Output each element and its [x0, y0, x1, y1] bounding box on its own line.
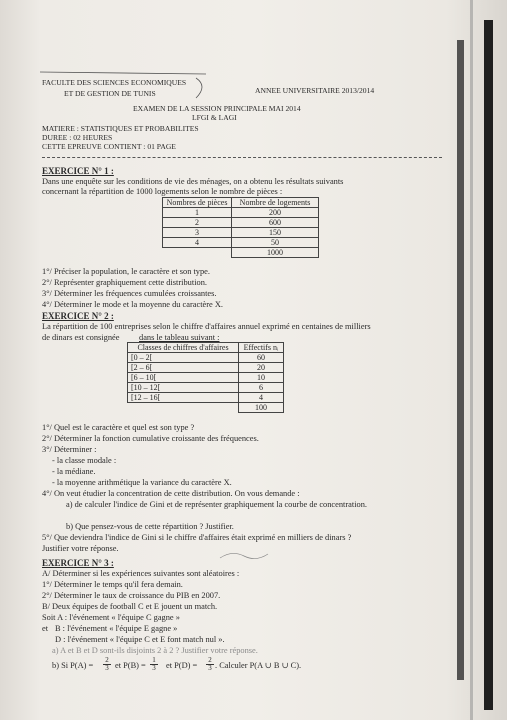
exercise-1-question-2: 2°/ Représenter graphiquement cette distribution. [42, 278, 207, 287]
exercise-2-question-2: 2°/ Déterminer la fonction cumulative croissante des fréquences. [42, 434, 259, 443]
exercise-2-intro-line-2b: dans le tableau suivant : [139, 333, 220, 342]
faculty-handwritten-bracket [36, 68, 211, 108]
table-cell: [0 – 2[ [128, 353, 239, 363]
exercise-2-question-5-justify: Justifier votre réponse. [42, 544, 119, 553]
exercise-2-question-3c: - la moyenne arithmétique la variance du caractère X. [52, 478, 232, 487]
academic-year: ANNEE UNIVERSITAIRE 2013/2014 [255, 86, 375, 95]
exercise-1-intro-line-2: concernant la répartition de 1000 logements selon le nombre de pièces : [42, 187, 283, 196]
header-cell: Nombre de logements [232, 198, 319, 208]
exercise-3-part-b: B/ Deux équipes de football C et E jouent un match. [42, 602, 218, 611]
exercise-2-intro-line-1: La répartition de 100 entreprises selon le chiffre d'affaires annuel exprimé en centaines de milliers [42, 322, 371, 331]
table-total-row [163, 248, 319, 258]
table-cell: 600 [232, 218, 319, 228]
fraction-numerator: 2 [208, 656, 212, 664]
fraction-p-b [150, 657, 158, 672]
header-cell: Effectifs nᵢ [239, 343, 284, 353]
exercise-3-event-a: Soit A : l'événement « l'équipe C gagne » [42, 613, 180, 622]
table-row [163, 228, 319, 238]
exercise-3-question-b-and-1: et P(B) = [115, 661, 146, 670]
exercise-3-title: EXERCICE N° 3 : [42, 558, 114, 568]
table-cell: [6 – 10[ [128, 373, 239, 383]
scan-binding-edge [457, 40, 464, 680]
exercise-2-question-3: 3°/ Déterminer : [42, 445, 97, 454]
exercise-2-question-4: 4°/ On veut étudier la concentration de cette distribution. On vous demande : [42, 489, 300, 498]
exercise-1-intro-line-1: Dans une enquête sur les conditions de vie des ménages, on a obtenu les résultats suivants [42, 177, 344, 186]
exercise-2-question-3a: - la classe modale : [52, 456, 117, 465]
table-cell: 60 [239, 353, 284, 363]
exercise-2-intro-line-2a: de dinars est consignée [42, 333, 120, 342]
exercise-2-title: EXERCICE N° 2 : [42, 311, 114, 321]
exercise-3-part-a: A/ Déterminer si les expériences suivantes sont aléatoires : [42, 569, 240, 578]
exercise-3-question-a: a) A et B et D sont-ils disjoints 2 à 2 ? Justifier votre réponse. [52, 646, 258, 655]
header-separator [42, 157, 442, 158]
table-cell [163, 248, 232, 258]
table-cell: 10 [239, 373, 284, 383]
fraction-denominator: 3 [103, 664, 111, 672]
exercise-3-question-a1: 1°/ Déterminer le temps qu'il fera demain. [42, 580, 183, 589]
exercise-3-question-a2: 2°/ Déterminer le taux de croissance du PIB en 2007. [42, 591, 221, 600]
table-cell: 150 [232, 228, 319, 238]
table-cell: [10 – 12[ [128, 383, 239, 393]
exercise-2-table [127, 342, 284, 413]
table-cell: [2 – 6[ [128, 363, 239, 373]
exercise-2-question-5: 5°/ Que deviendra l'indice de Gini si le chiffre d'affaires était exprimé en milliers de dinars ? [42, 533, 352, 542]
table-cell: 20 [239, 363, 284, 373]
faculty-line-1: FACULTE DES SCIENCES ECONOMIQUES [42, 78, 187, 87]
table-cell: 100 [239, 403, 284, 413]
exercise-2-question-3b: - la médiane. [52, 467, 96, 476]
table-row [163, 218, 319, 228]
table-cell: [12 – 16[ [128, 393, 239, 403]
fraction-denominator: 3 [150, 664, 158, 672]
exercise-3-event-d: D : l'événement « l'équipe C et E font match nul ». [55, 635, 225, 644]
scan-shadow-line [470, 0, 473, 720]
faculty-line-2: ET DE GESTION DE TUNIS [64, 89, 156, 98]
header-cell: Nombres de pièces [163, 198, 232, 208]
fraction-denominator: 3 [206, 664, 214, 672]
exam-page-count: CETTE EPREUVE CONTIENT : 01 PAGE [42, 142, 176, 151]
table-row [128, 353, 284, 363]
table-total-row [128, 403, 284, 413]
exercise-3-question-b-suffix: . Calculer P(A ∪ B ∪ C). [215, 661, 302, 670]
table-cell: 4 [239, 393, 284, 403]
table-header-row [128, 343, 284, 353]
exercise-1-table [162, 197, 319, 258]
header-cell: Classes de chiffres d'affaires [128, 343, 239, 353]
table-cell [128, 403, 239, 413]
exercise-3-question-b-prefix: b) Si P(A) = [52, 661, 94, 670]
exam-session: EXAMEN DE LA SESSION PRINCIPALE MAI 2014 [133, 104, 301, 113]
fraction-numerator: 2 [105, 656, 109, 664]
table-cell: 200 [232, 208, 319, 218]
exercise-2-question-4a: a) de calculer l'indice de Gini et de représenter graphiquement la courbe de concentration. [66, 500, 368, 509]
exercise-1-question-4: 4°/ Déterminer le mode et la moyenne du caractère X. [42, 300, 224, 309]
exam-subject: MATIERE : STATISTIQUES ET PROBABILITES [42, 124, 199, 133]
exercise-1-question-3: 3°/ Déterminer les fréquences cumulées croissantes. [42, 289, 217, 298]
table-cell: 6 [239, 383, 284, 393]
table-cell: 2 [163, 218, 232, 228]
table-row [128, 373, 284, 383]
exercise-3-and: et [42, 624, 49, 633]
exercise-2-question-1: 1°/ Quel est le caractère et quel est son type ? [42, 423, 195, 432]
exam-duration: DUREE : 02 HEURES [42, 133, 113, 142]
exam-programs: LFGI & LAGI [192, 113, 237, 122]
scan-dark-edge [484, 20, 493, 710]
fraction-p-a [103, 657, 111, 672]
table-cell: 50 [232, 238, 319, 248]
fraction-numerator: 1 [152, 656, 156, 664]
table-cell: 3 [163, 228, 232, 238]
fraction-p-d [206, 657, 214, 672]
table-row [128, 383, 284, 393]
exercise-1-question-1: 1°/ Préciser la population, le caractère et son type. [42, 267, 210, 276]
exercise-3-question-b-and-2: et P(D) = [166, 661, 198, 670]
exercise-3-event-b: B : l'événement « l'équipe E gagne » [55, 624, 178, 633]
handwritten-scribble [218, 548, 278, 562]
table-row [163, 238, 319, 248]
table-header-row [163, 198, 319, 208]
table-row [128, 363, 284, 373]
exercise-2-question-4b: b) Que pensez-vous de cette répartition ? Justifier. [66, 522, 234, 531]
table-cell: 1000 [232, 248, 319, 258]
table-row [163, 208, 319, 218]
table-cell: 4 [163, 238, 232, 248]
table-row [128, 393, 284, 403]
table-cell: 1 [163, 208, 232, 218]
exercise-1-title: EXERCICE N° 1 : [42, 166, 114, 176]
